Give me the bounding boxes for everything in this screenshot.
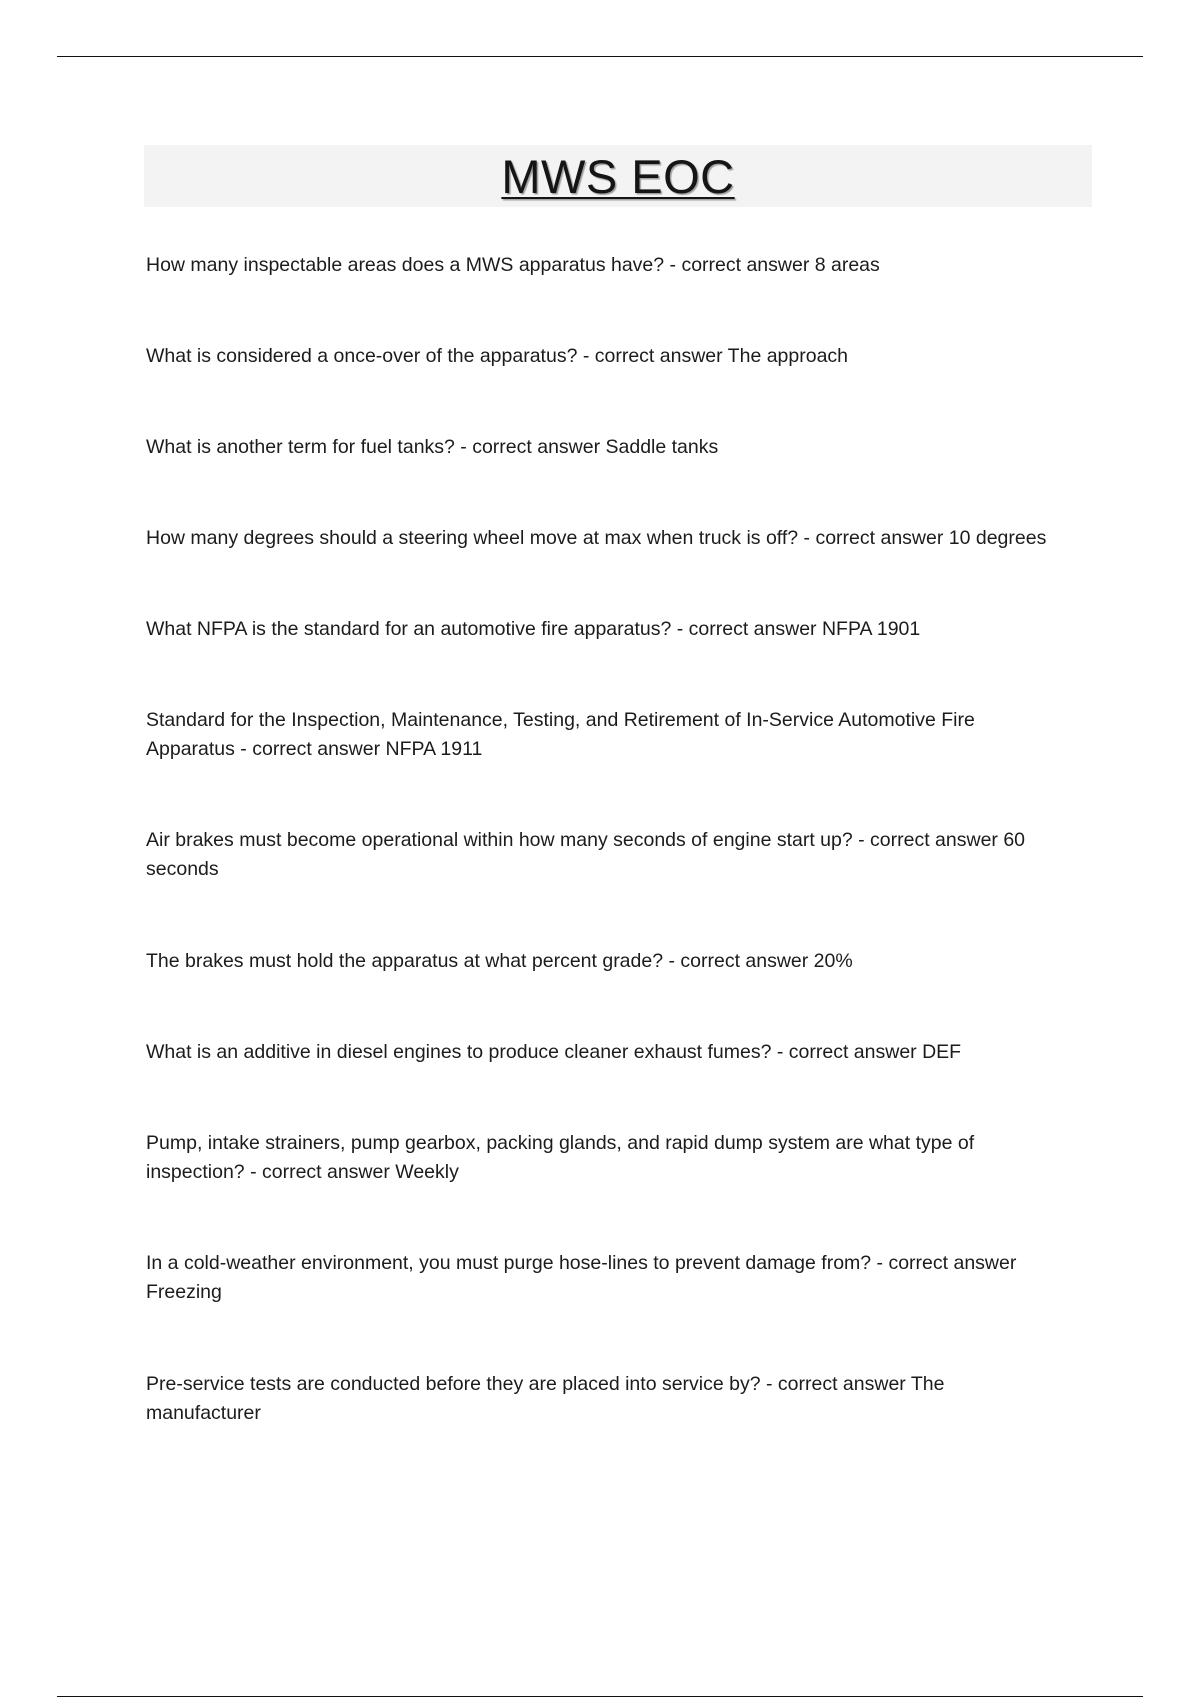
- qa-item: Standard for the Inspection, Maintenance, Testing, and Retirement of In-Service Automotive Fire Apparatus - correct answer NFPA 1911: [146, 709, 975, 760]
- qa-item: Pre-service tests are conducted before they are placed into service by? - correct answer The manufacturer: [146, 1373, 945, 1424]
- qa-item: In a cold-weather environment, you must purge hose-lines to prevent damage from? - correct answer Freezing: [146, 1252, 1017, 1303]
- qa-item: What is an additive in diesel engines to produce cleaner exhaust fumes? - correct answer DEF: [146, 1041, 962, 1063]
- qa-item: What is another term for fuel tanks? - correct answer Saddle tanks: [146, 436, 719, 458]
- qa-item: Pump, intake strainers, pump gearbox, packing glands, and rapid dump system are what type of inspection? - correct answer Weekly: [146, 1132, 975, 1183]
- page-title: MWS EOC: [501, 149, 735, 203]
- qa-item: How many degrees should a steering wheel move at max when truck is off? - correct answer 10 degrees: [146, 527, 1047, 549]
- title-banner: [144, 145, 1092, 207]
- footer-rule: [57, 1696, 1143, 1697]
- qa-item: The brakes must hold the apparatus at what percent grade? - correct answer 20%: [146, 950, 853, 972]
- qa-item: What is considered a once-over of the apparatus? - correct answer The approach: [146, 345, 849, 367]
- header-rule: [57, 56, 1143, 57]
- qa-item: What NFPA is the standard for an automotive fire apparatus? - correct answer NFPA 1901: [146, 618, 921, 640]
- qa-item: Air brakes must become operational within how many seconds of engine start up? - correct answer 60 seconds: [146, 829, 1026, 880]
- qa-item: How many inspectable areas does a MWS apparatus have? - correct answer 8 areas: [146, 254, 880, 276]
